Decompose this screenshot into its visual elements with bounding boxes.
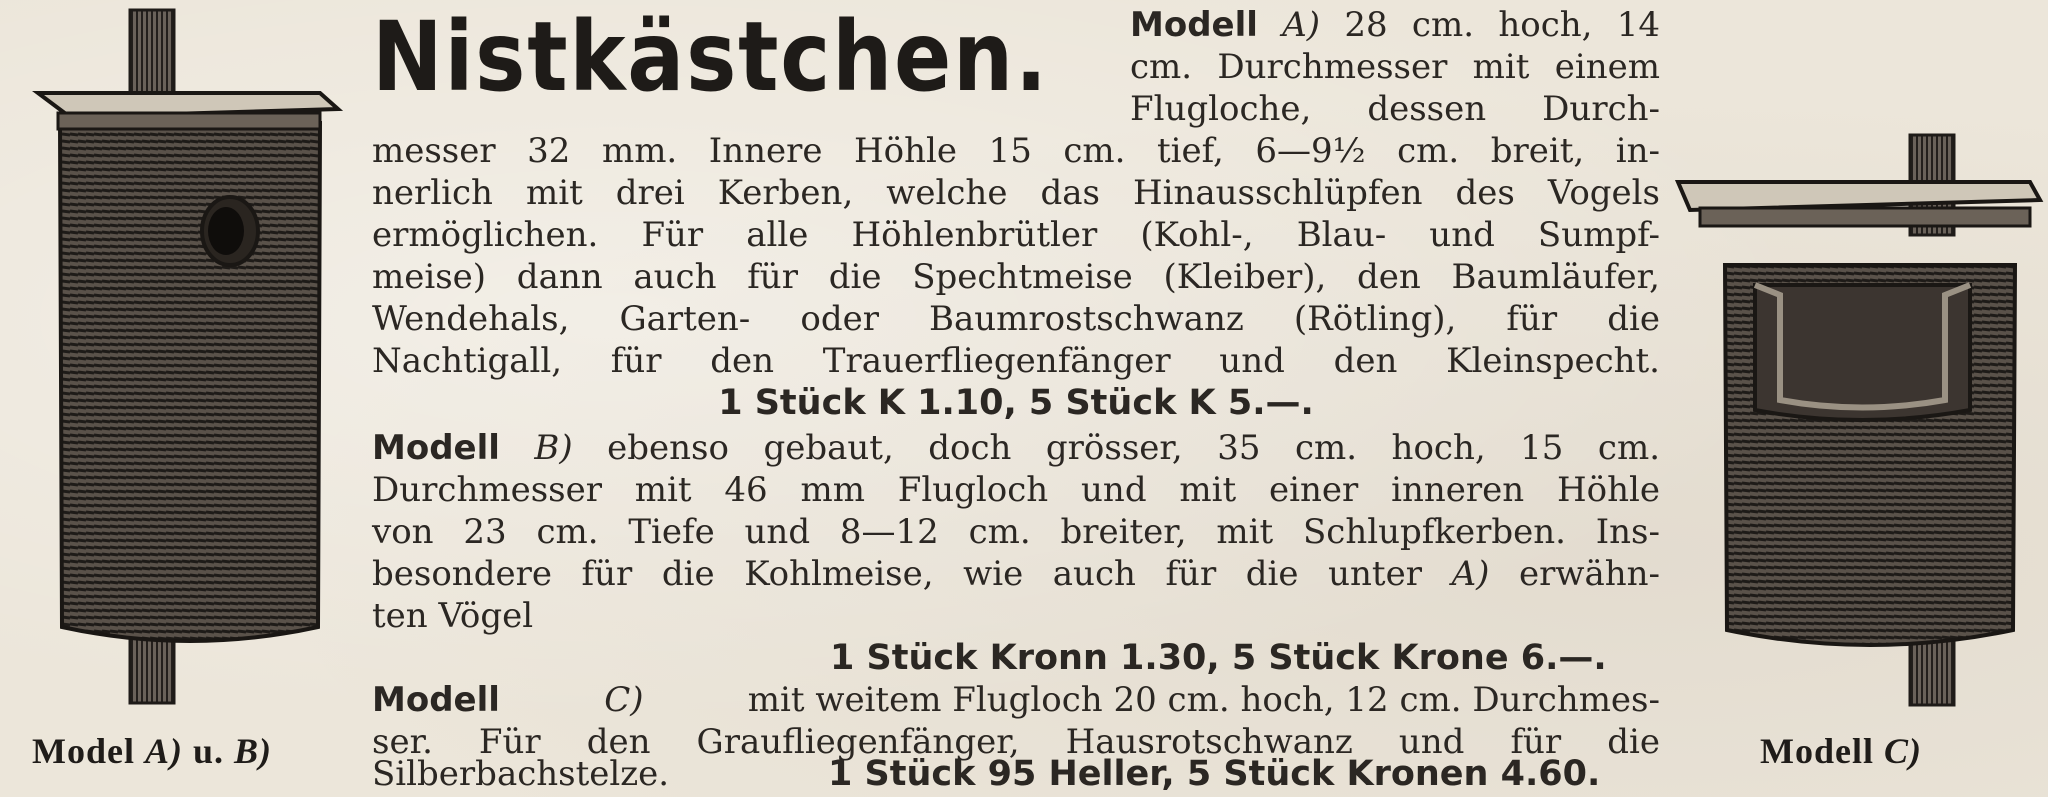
modell-a-line-1	[1130, 5, 1660, 46]
modell-b-ref-letter: A)	[1451, 554, 1490, 594]
modell-b-line-4-end: erwähn-	[1518, 554, 1661, 594]
modell-b-line-4-text: besondere für die Kohlmeise, wie auch für die unter	[372, 554, 1422, 594]
ad-title: Nistkästchen.	[372, 1, 1049, 113]
caption-left-a: A)	[144, 731, 183, 771]
modell-a-line-6: ermöglichen. Für alle Höhlenbrütler (Kohl-, Blau- und Sumpf-	[372, 215, 1660, 255]
modell-b-text: ebenso gebaut, doch grösser, 35 cm. hoch, 15 cm.	[607, 428, 1661, 468]
nest-box-model-c-illustration	[1670, 130, 2045, 710]
modell-b-price: 1 Stück Kronn 1.30, 5 Stück Krone 6.—.	[830, 638, 1607, 678]
modell-b-line-2: Durchmesser mit 46 mm Flugloch und mit einer inneren Höhle	[372, 470, 1660, 510]
modell-c-price: 1 Stück 95 Heller, 5 Stück Kronen 4.60.	[828, 754, 1601, 794]
modell-b-label: Modell	[372, 428, 500, 468]
modell-b-line-5: ten Vögel	[372, 596, 534, 636]
modell-a-label: Modell	[1130, 5, 1258, 45]
nest-box-model-ab-illustration	[30, 5, 350, 705]
caption-left-b: B)	[234, 731, 273, 771]
modell-a-line-7: meise) dann auch für die Spechtmeise (Kleiber), den Baumläufer,	[372, 257, 1660, 297]
caption-right-c: C)	[1883, 731, 1922, 771]
modell-c-text: mit weitem Flugloch 20 cm. hoch, 12 cm. Durchmes-	[747, 680, 1660, 720]
modell-a-price: 1 Stück K 1.10, 5 Stück K 5.—.	[718, 383, 1314, 423]
modell-b-letter: B)	[534, 428, 573, 468]
caption-left-mid: u.	[192, 731, 225, 771]
caption-right-prefix: Modell	[1760, 731, 1874, 771]
modell-c-line-3: Silberbachstelze.	[372, 754, 670, 794]
modell-a-line-8: Wendehals, Garten- oder Baumrostschwanz (Rötling), für die	[372, 299, 1660, 339]
modell-b-line-3: von 23 cm. Tiefe und 8—12 cm. breiter, mit Schlupfkerben. Ins-	[372, 512, 1660, 552]
modell-a-text: 28 cm. hoch, 14	[1344, 5, 1661, 45]
modell-c-label: Modell	[372, 680, 500, 720]
modell-b-line-1	[372, 428, 1660, 469]
modell-c-line-1	[372, 680, 1660, 721]
modell-a-line-2: cm. Durchmesser mit einem	[1130, 47, 1660, 87]
modell-a-line-9: Nachtigall, für den Trauerfliegenfänger und den Kleinspecht.	[372, 341, 1660, 381]
caption-model-c	[1760, 730, 1922, 772]
caption-model-ab	[32, 730, 272, 772]
modell-a-line-5: nerlich mit drei Kerben, welche das Hinausschlüpfen des Vogels	[372, 173, 1660, 213]
caption-left-prefix: Model	[32, 731, 135, 771]
modell-b-line-4	[372, 554, 1660, 595]
modell-a-line-4: messer 32 mm. Innere Höhle 15 cm. tief, 6—9½ cm. breit, in-	[372, 131, 1660, 171]
modell-c-line-2: ser. Für den Graufliegenfänger, Hausrotschwanz und für die	[372, 722, 1660, 762]
modell-a-letter: A)	[1282, 5, 1321, 45]
modell-c-letter: C)	[604, 680, 644, 720]
modell-a-line-3: Flugloche, dessen Durch-	[1130, 89, 1660, 129]
